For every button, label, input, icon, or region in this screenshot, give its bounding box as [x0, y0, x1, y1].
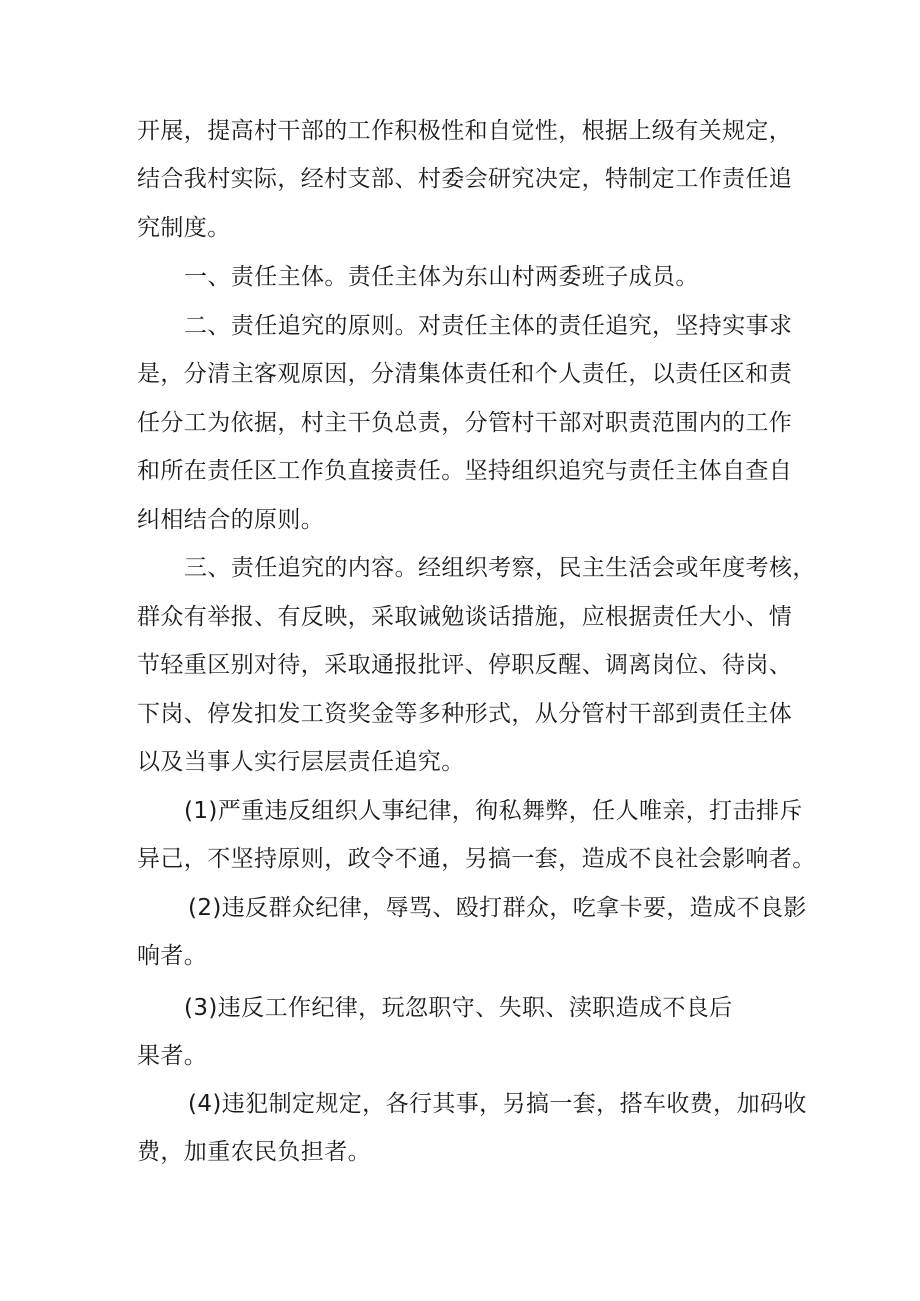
- section2-line-3: 任分工为依据，村主干负总责，分管村干部对职责范围内的工作: [137, 410, 793, 436]
- item2-line-1: (2)违反群众纪律，辱骂、殴打群众，吃拿卡要，造成不良影: [188, 895, 807, 921]
- section3-line-4: 下岗、停发扣发工资奖金等多种形式，从分管村干部到责任主体: [137, 701, 793, 727]
- section3-line-3: 节轻重区别对待，采取通报批评、停职反醒、调离岗位、待岗、: [137, 652, 793, 678]
- section3-line-2: 群众有举报、有反映，采取诫勉谈话措施，应根据责任大小、情: [137, 604, 793, 630]
- item4-line-2: 费，加重农民负担者。: [137, 1139, 371, 1165]
- item3-line-2: 果者。: [137, 1043, 208, 1069]
- intro-line-3: 究制度。: [137, 215, 231, 241]
- intro-line-1: 开展，提高村干部的工作积极性和自觉性，根据上级有关规定，: [137, 118, 793, 144]
- section2-line-2: 是，分清主客观原因，分清集体责任和个人责任，以责任区和责: [137, 361, 793, 387]
- item1-line-2: 异己，不坚持原则，政令不通，另搞一套，造成不良社会影响者。: [137, 846, 816, 872]
- section1-line-1: 一、责任主体。责任主体为东山村两委班子成员。: [184, 264, 699, 290]
- item2-line-2: 响者。: [137, 943, 208, 969]
- item4-line-1: (4)违犯制定规定，各行其事，另搞一套，搭车收费，加码收: [188, 1091, 807, 1117]
- item3-line-1: (3)违反工作纪律，玩忽职守、失职、渎职造成不良后: [184, 995, 733, 1021]
- section3-line-5: 以及当事人实行层层责任追究。: [137, 749, 465, 775]
- intro-line-2: 结合我村实际，经村支部、村委会研究决定，特制定工作责任追: [137, 166, 793, 192]
- section3-line-1: 三、责任追究的内容。经组织考察，民主生活会或年度考核，: [184, 555, 816, 581]
- section2-line-1: 二、责任追究的原则。对责任主体的责任追究，坚持实事求: [184, 313, 793, 339]
- section2-line-4: 和所在责任区工作负直接责任。坚持组织追究与责任主体自查自: [137, 458, 793, 484]
- item1-line-1: (1)严重违反组织人事纪律，徇私舞弊，任人唯亲，打击排斥: [184, 798, 803, 824]
- section2-line-5: 纠相结合的原则。: [137, 507, 325, 533]
